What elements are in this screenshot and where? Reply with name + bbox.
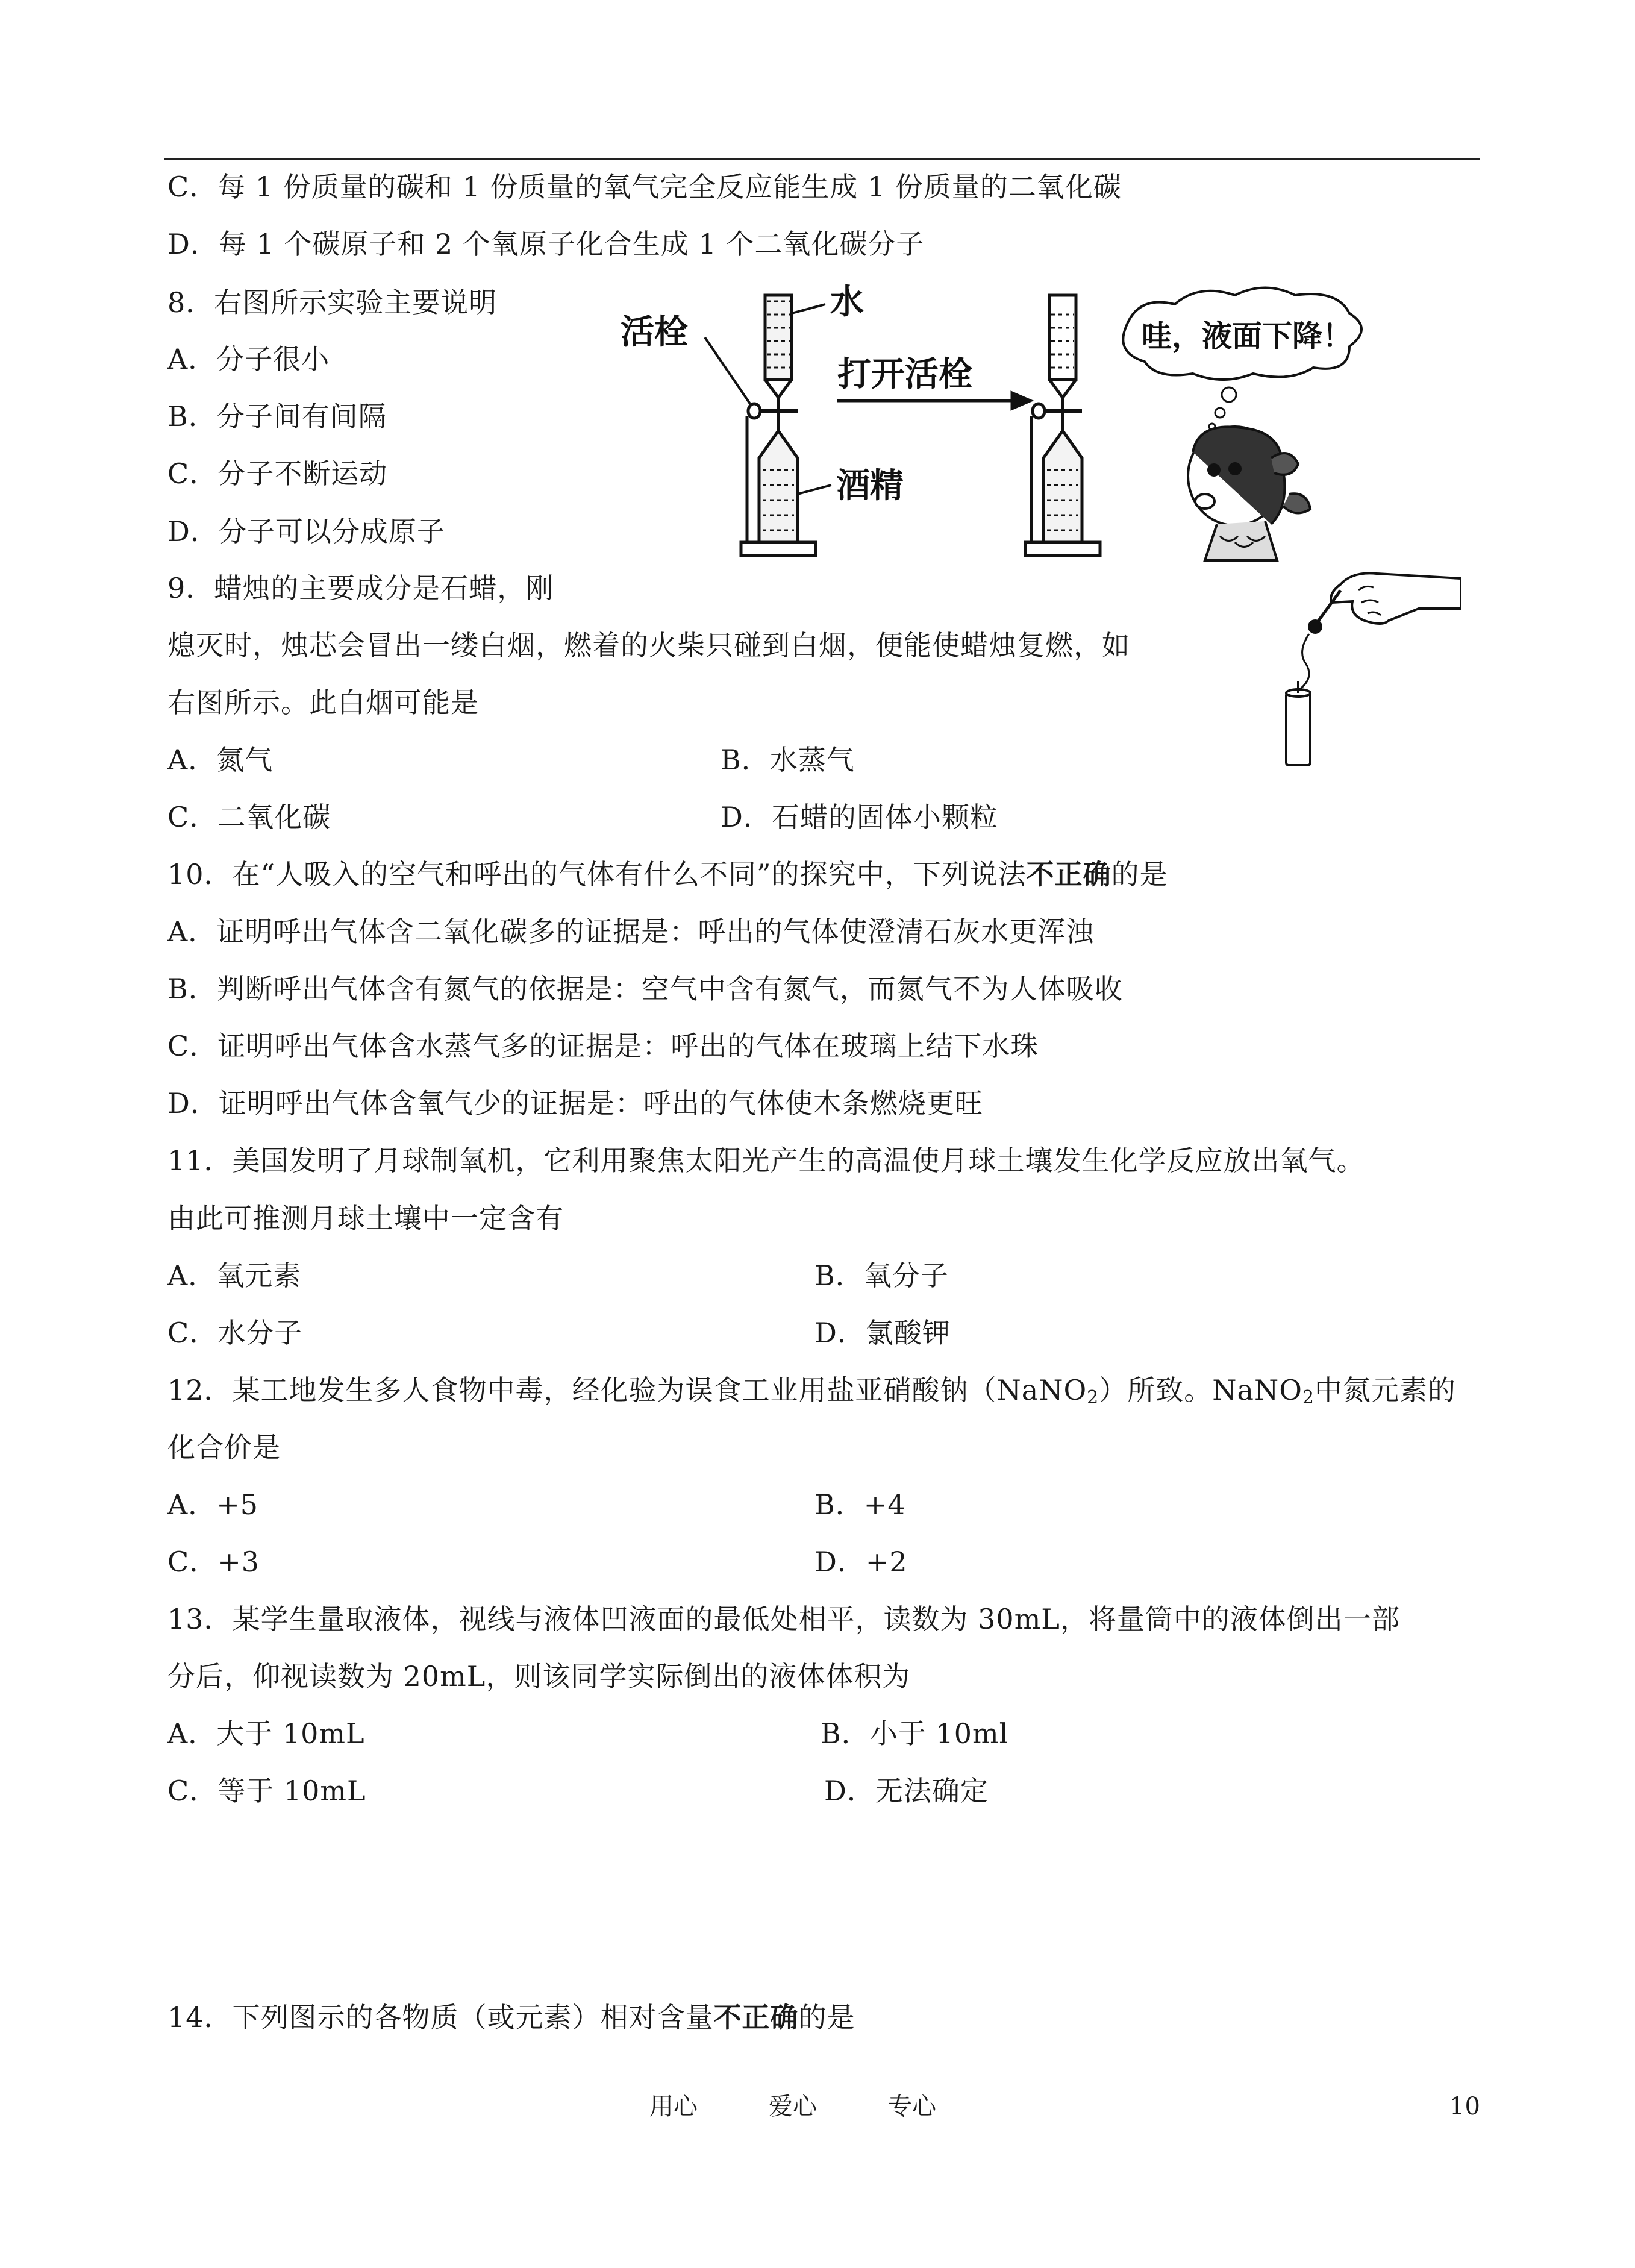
q10-option-d: D．证明呼出气体含氧气少的证据是：呼出的气体使木条燃烧更旺: [167, 1087, 983, 1120]
q9-stem-line1: 9．蜡烛的主要成分是石蜡，刚: [167, 572, 554, 604]
q9-stem-line3: 右图所示。此白烟可能是: [167, 686, 479, 719]
cartoon-girl: [1188, 427, 1310, 560]
q8-figure: [596, 277, 1422, 578]
q13-option-c: C．等于 10mL: [167, 1775, 366, 1807]
q7-option-c: C．每 1 份质量的碳和 1 份质量的氧气完全反应能生成 1 份质量的二氧化碳: [167, 171, 1122, 203]
q12-option-b: B．+4: [814, 1488, 906, 1521]
footer-motto-2: 爱心: [769, 2093, 817, 2120]
q11-stem-line2: 由此可推测月球土壤中一定含有: [167, 1202, 564, 1235]
q8-option-c: C．分子不断运动: [167, 457, 388, 490]
q10-option-a: A．证明呼出气体含二氧化碳多的证据是：呼出的气体使澄清石灰水更浑浊: [167, 915, 1095, 948]
q7-option-d: D．每 1 个碳原子和 2 个氧原子化合生成 1 个二氧化碳分子: [167, 228, 925, 260]
label-alcohol: 酒精: [836, 466, 904, 506]
q11-option-c: C．水分子: [167, 1317, 303, 1349]
right-apparatus: [1025, 295, 1100, 556]
left-apparatus: [741, 295, 816, 556]
header-rule: [164, 158, 1480, 160]
q11-stem-line1: 11．美国发明了月球制氧机，它利用聚焦太阳光产生的高温使月球土壤发生化学反应放出氧气。: [167, 1144, 1365, 1177]
q10-option-c: C．证明呼出气体含水蒸气多的证据是：呼出的气体在玻璃上结下水珠: [167, 1030, 1039, 1062]
label-water: 水: [830, 283, 864, 322]
q11-option-b: B．氧分子: [814, 1259, 949, 1292]
candle-icon: [1286, 693, 1310, 765]
label-stopcock: 活栓: [621, 313, 688, 352]
q14-stem: 14．下列图示的各物质（或元素）相对含量不正确的是: [167, 2001, 855, 2034]
q12-option-c: C．+3: [167, 1546, 260, 1578]
q10-option-b: B．判断呼出气体含有氮气的依据是：空气中含有氮气，而氮气不为人体吸收: [167, 973, 1123, 1005]
q13-stem-line2: 分后，仰视读数为 20mL，则该同学实际倒出的液体体积为: [167, 1660, 911, 1693]
q10-stem: 10．在“人吸入的空气和呼出的气体有什么不同”的探究中，下列说法不正确的是: [167, 858, 1168, 891]
open-stopcock-arrow: [837, 393, 1030, 409]
q13-option-b: B．小于 10ml: [821, 1717, 1009, 1750]
q8-option-d: D．分子可以分成原子: [167, 515, 445, 548]
label-open-stopcock: 打开活栓: [837, 355, 972, 394]
q11-option-a: A．氧元素: [167, 1259, 302, 1292]
q8-option-b: B．分子间有间隔: [167, 400, 387, 433]
q12-option-a: A．+5: [167, 1488, 259, 1521]
hand-icon: [1331, 573, 1461, 624]
speech-text: 哇，液面下降！: [1142, 319, 1352, 354]
match-icon: [1316, 590, 1340, 624]
q13-option-a: A．大于 10mL: [167, 1717, 365, 1750]
q13-stem-line1: 13．某学生量取液体，视线与液体凹液面的最低处相平，读数为 30mL，将量筒中的液体倒出一部: [167, 1603, 1400, 1635]
q9-stem-line2: 熄灭时，烛芯会冒出一缕白烟，燃着的火柴只碰到白烟，便能使蜡烛复燃，如: [167, 629, 1130, 662]
footer-motto-1: 用心: [649, 2093, 698, 2120]
q9-option-b: B．水蒸气: [721, 744, 855, 776]
q9-figure: [1238, 566, 1461, 771]
q13-option-d: D．无法确定: [824, 1775, 989, 1807]
q11-option-d: D．氯酸钾: [814, 1317, 951, 1349]
q9-option-c: C．二氧化碳: [167, 801, 331, 833]
footer-motto-3: 专心: [888, 2093, 936, 2120]
q8-stem: 8．右图所示实验主要说明: [167, 286, 498, 319]
q12-stem-line1: 12．某工地发生多人食物中毒，经化验为误食工业用盐亚硝酸钠（NaNO$_2$）所致。NaNO$_2$中氮元素的: [167, 1374, 1456, 1408]
q9-option-d: D．石蜡的固体小颗粒: [721, 801, 998, 833]
q8-option-a: A．分子很小: [167, 343, 330, 375]
q12-option-d: D．+2: [814, 1546, 908, 1578]
page-number: 10: [1449, 2093, 1480, 2120]
q12-stem-line2: 化合价是: [167, 1431, 281, 1464]
q9-option-a: A．氮气: [167, 744, 274, 776]
